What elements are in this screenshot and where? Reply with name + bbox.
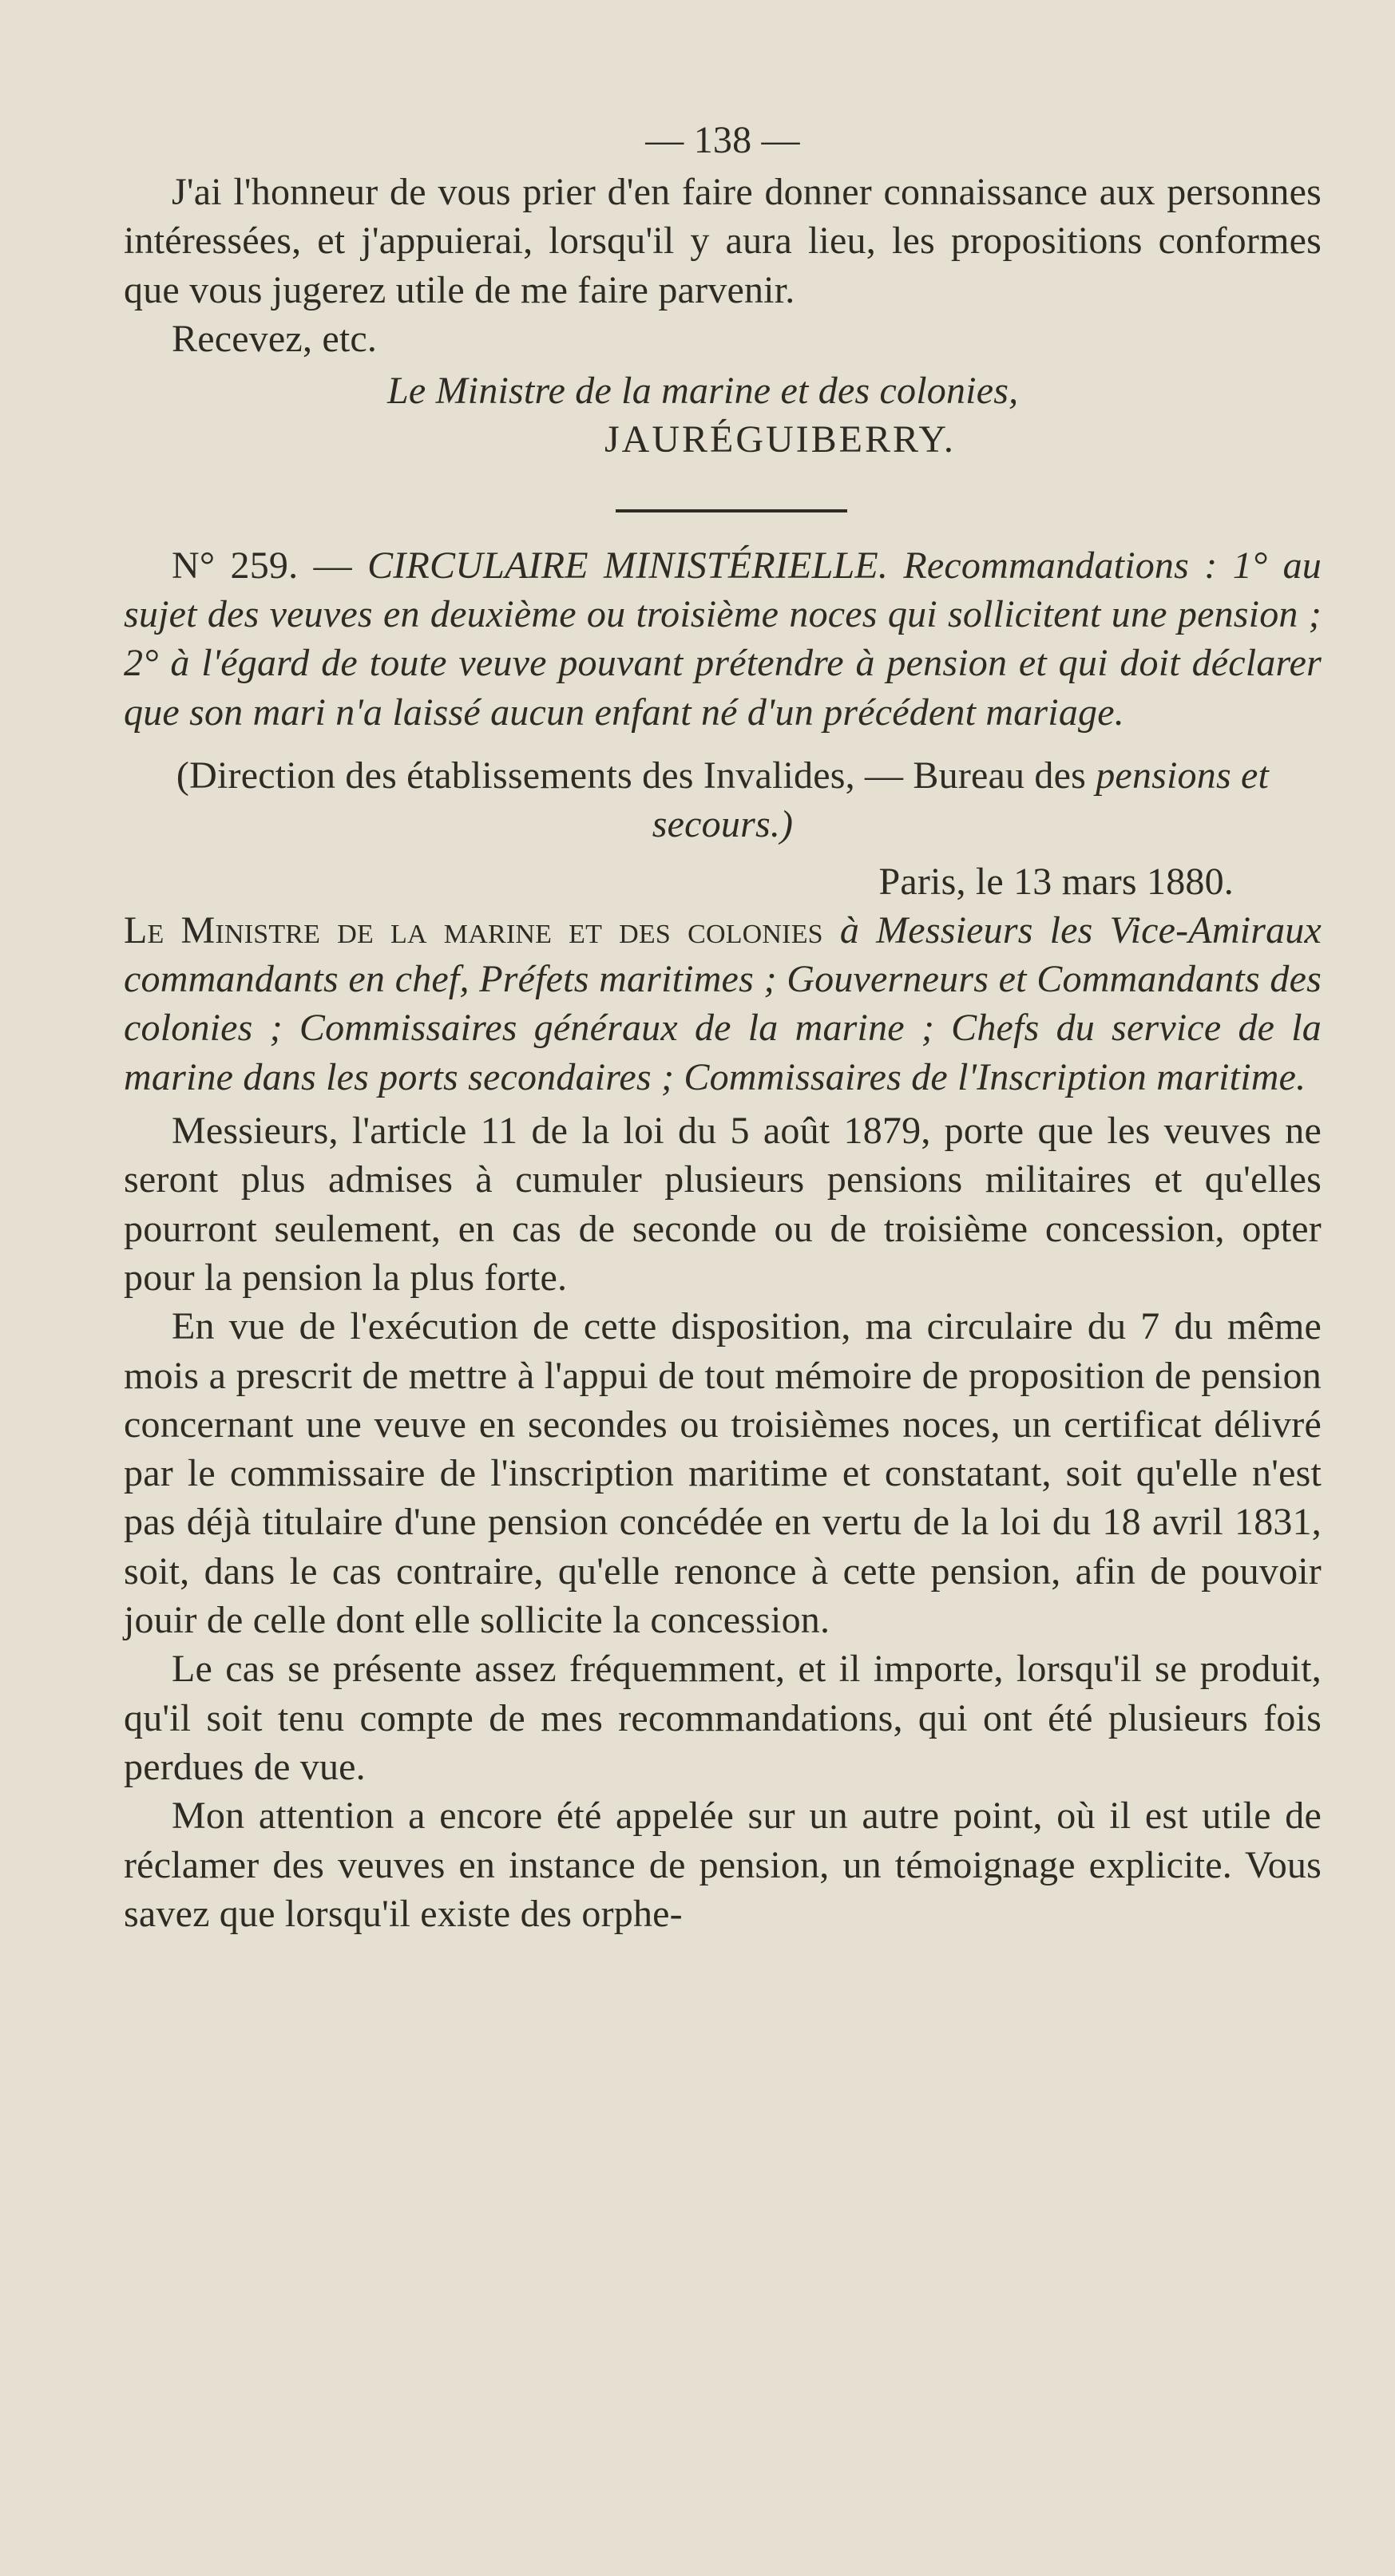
address-block <box>124 906 1322 1102</box>
signature-title: Le Ministre de la marine et des colonies, <box>387 370 1019 413</box>
body-paragraph: Mon attention a encore été appelée sur un autre point, où il est utile de réclamer des veuves en instance de pension, un témoignage explicite. Vous savez que lorsqu'il existe des orphe- <box>124 1794 1322 1935</box>
direction-text: (Direction des établissements des Invalides, — Bureau des <box>176 754 1087 797</box>
body-paragraph: En vue de l'exécution de cette disposition, ma circulaire du 7 du même mois a prescrit de mettre à l'appui de tout mémoire de proposition de pension concernant une veuve en secondes ou troisièmes noces, un certificat délivré par le commissaire de l'inscription maritime et constatant, soit qu'elle n'est pas déjà titulaire d'une pension concédée en vertu de la loi du 18 avril 1831, soit, dans le cas contraire, qu'elle renonce à cette pension, afin de pouvoir jouir de celle dont elle sollicite la concession. <box>124 1305 1322 1642</box>
body-paragraph: Messieurs, l'article 11 de la loi du 5 août 1879, porte que les veuves ne seront plus admises à cumuler plusieurs pensions militaires et qu'elles pourront seulement, en cas de seconde ou de troisième concession, opter pour la pension la plus forte. <box>124 1110 1322 1299</box>
address-recipients: à Messieurs les Vice-Amiraux commandants en chef, Préfets maritimes ; Gouverneurs et Commandants des colonies ; Commissaires généraux de la marine ; Chefs du service de la marine dans les ports secondaires ; Commissaires de l'Inscription maritime. <box>124 908 1322 1098</box>
circular-type: CIRCULAIRE MINISTÉRIELLE. <box>367 544 889 587</box>
circular-number: N° 259. — <box>172 544 352 587</box>
address-sender: Le Ministre de la marine et des colonies <box>124 908 823 952</box>
signature-name: JAURÉGUIBERRY. <box>604 418 956 461</box>
circular-heading <box>124 541 1322 737</box>
closing-formula: Recevez, etc. <box>172 317 378 360</box>
body-paragraph: Le cas se présente assez fréquemment, et il importe, lorsqu'il se produit, qu'il soit tenu compte de mes recommandations, qui ont été plusieurs fois perdues de vue. <box>124 1648 1322 1788</box>
circular-summary: Recommandations : 1° au sujet des veuves en deuxième ou troisième noces qui sollicitent une pension ; 2° à l'égard de toute veuve pouvant prétendre à pension et qui doit déclarer que son mari n'a laissé aucun enfant né d'un précédent mariage. <box>124 544 1322 734</box>
section-divider <box>616 509 847 512</box>
direction-line <box>124 751 1322 849</box>
direction-bureau: pensions et secours.) <box>652 754 1270 846</box>
date-line: Paris, le 13 mars 1880. <box>878 860 1234 903</box>
intro-paragraph: J'ai l'honneur de vous prier d'en faire donner connaissance aux personnes intéressées, et j'appuierai, lorsqu'il y aura lieu, les propositions conformes que vous jugerez utile de me faire parvenir. <box>124 171 1322 311</box>
page-number: — 138 — <box>645 119 800 161</box>
page-text <box>124 120 1322 1938</box>
